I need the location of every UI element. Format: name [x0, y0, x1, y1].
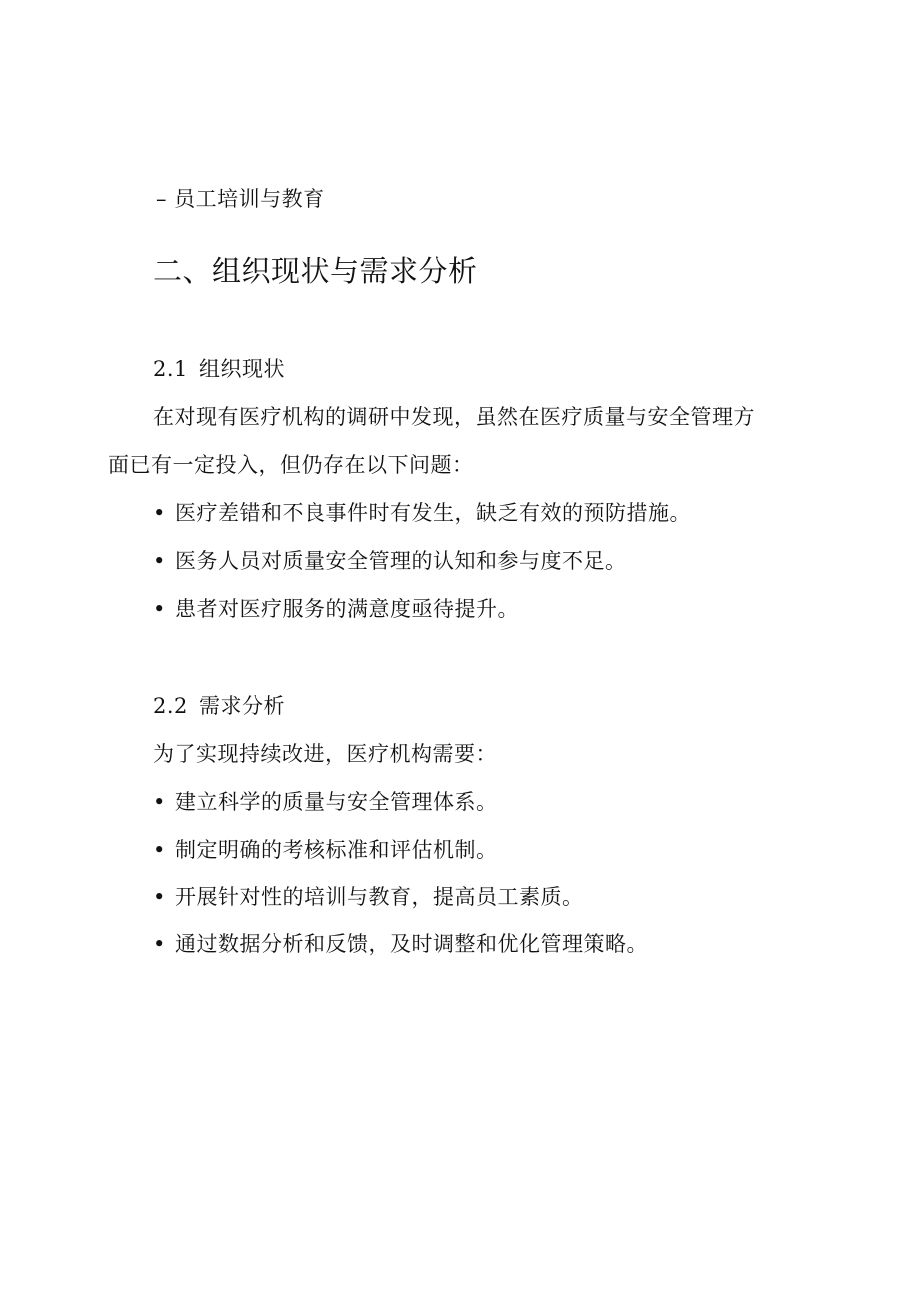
list-item-text: 医疗差错和不良事件时有发生，缺乏有效的预防措施。 — [175, 501, 691, 525]
paragraph-line-2: 面已有一定投入，但仍存在以下问题： — [108, 453, 474, 477]
subsection-heading-2-1 — [153, 355, 285, 383]
bullet-icon: • — [153, 790, 166, 814]
subsection-title: 需求分析 — [199, 694, 285, 718]
list-item — [153, 883, 584, 911]
list-item-text: 开展针对性的培训与教育，提高员工素质。 — [175, 885, 584, 909]
bullet-icon: • — [153, 932, 166, 956]
subsection-title: 组织现状 — [199, 357, 285, 381]
subsection-number: 2.1 — [153, 357, 188, 381]
list-item-text: 通过数据分析和反馈，及时调整和优化管理策略。 — [175, 932, 648, 956]
subsection-number: 2.2 — [153, 694, 188, 718]
list-item — [153, 788, 498, 816]
list-item-text: 制定明确的考核标准和评估机制。 — [175, 838, 498, 862]
bullet-icon: • — [153, 501, 166, 525]
intro-line: 为了实现持续改进，医疗机构需要： — [153, 742, 497, 766]
list-item-text: 患者对医疗服务的满意度亟待提升。 — [175, 597, 519, 621]
list-item-text: 医务人员对质量安全管理的认知和参与度不足。 — [175, 549, 627, 573]
list-item-text: 建立科学的质量与安全管理体系。 — [175, 790, 498, 814]
bullet-icon: • — [153, 885, 166, 909]
list-item — [153, 595, 519, 623]
bullet-icon: • — [153, 838, 166, 862]
list-item — [153, 547, 627, 575]
section-heading: 二、组织现状与需求分析 — [153, 254, 478, 288]
list-item — [153, 930, 648, 958]
top-list-item: – 员工培训与教育 — [156, 187, 325, 211]
bullet-icon: • — [153, 549, 166, 573]
paragraph-line-1: 在对现有医疗机构的调研中发现，虽然在医疗质量与安全管理方 — [153, 405, 755, 429]
bullet-icon: • — [153, 597, 166, 621]
list-item — [153, 499, 691, 527]
list-item — [153, 836, 498, 864]
subsection-heading-2-2 — [153, 692, 285, 720]
